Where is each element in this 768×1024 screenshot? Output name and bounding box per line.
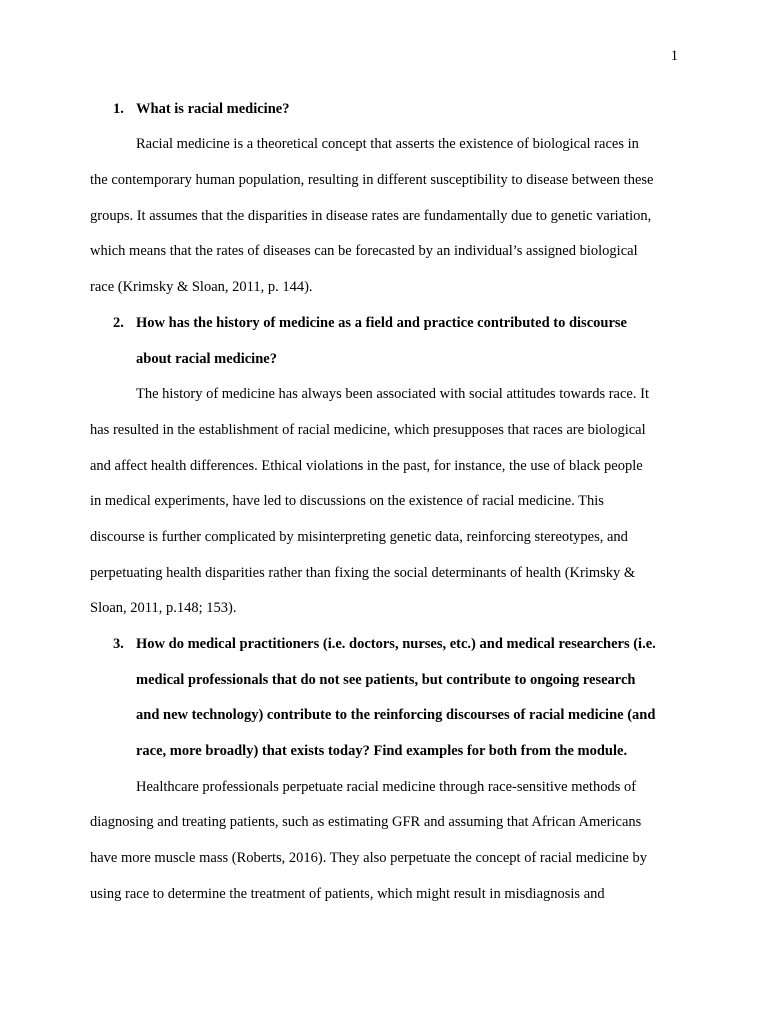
question-number: 3. (113, 636, 124, 652)
question-line: about racial medicine? (136, 351, 277, 367)
answer-line: groups. It assumes that the disparities in disease rates are fundamentally due to genetic variation, (90, 208, 652, 224)
answer-line: perpetuating health disparities rather than fixing the social determinants of health (Krimsky & (90, 565, 636, 581)
answer-line: Racial medicine is a theoretical concept that asserts the existence of biological races in (136, 136, 639, 152)
answer-line: using race to determine the treatment of patients, which might result in misdiagnosis and (90, 886, 605, 902)
answer-line: race (Krimsky & Sloan, 2011, p. 144). (90, 279, 313, 295)
question-line: medical professionals that do not see patients, but contribute to ongoing research (136, 672, 636, 688)
question-line: race, more broadly) that exists today? Find examples for both from the module. (136, 743, 628, 759)
answer-line: the contemporary human population, resulting in different susceptibility to disease between these (90, 172, 654, 188)
answer-line: Sloan, 2011, p.148; 153). (90, 600, 237, 616)
question-number: 2. (113, 315, 124, 331)
answer-line: has resulted in the establishment of racial medicine, which presupposes that races are biological (90, 422, 646, 438)
answer-line: discourse is further complicated by misinterpreting genetic data, reinforcing stereotypes, and (90, 529, 628, 545)
question-line: How do medical practitioners (i.e. doctors, nurses, etc.) and medical researchers (i.e. (136, 636, 656, 652)
question-line: What is racial medicine? (136, 101, 290, 117)
answer-line: Healthcare professionals perpetuate racial medicine through race-sensitive methods of (136, 779, 637, 795)
answer-line: diagnosing and treating patients, such as estimating GFR and assuming that African Americans (90, 814, 642, 830)
question-line: How has the history of medicine as a field and practice contributed to discourse (136, 315, 627, 331)
page-number: 1 (670, 48, 678, 64)
answer-line: and affect health differences. Ethical violations in the past, for instance, the use of black people (90, 458, 643, 474)
answer-line: have more muscle mass (Roberts, 2016). They also perpetuate the concept of racial medicine by (90, 850, 647, 866)
answer-line: The history of medicine has always been associated with social attitudes towards race. It (136, 386, 649, 402)
question-line: and new technology) contribute to the reinforcing discourses of racial medicine (and (136, 707, 656, 723)
answer-line: which means that the rates of diseases can be forecasted by an individual’s assigned biological (90, 243, 638, 259)
answer-line: in medical experiments, have led to discussions on the existence of racial medicine. This (90, 493, 604, 509)
question-number: 1. (113, 101, 124, 117)
